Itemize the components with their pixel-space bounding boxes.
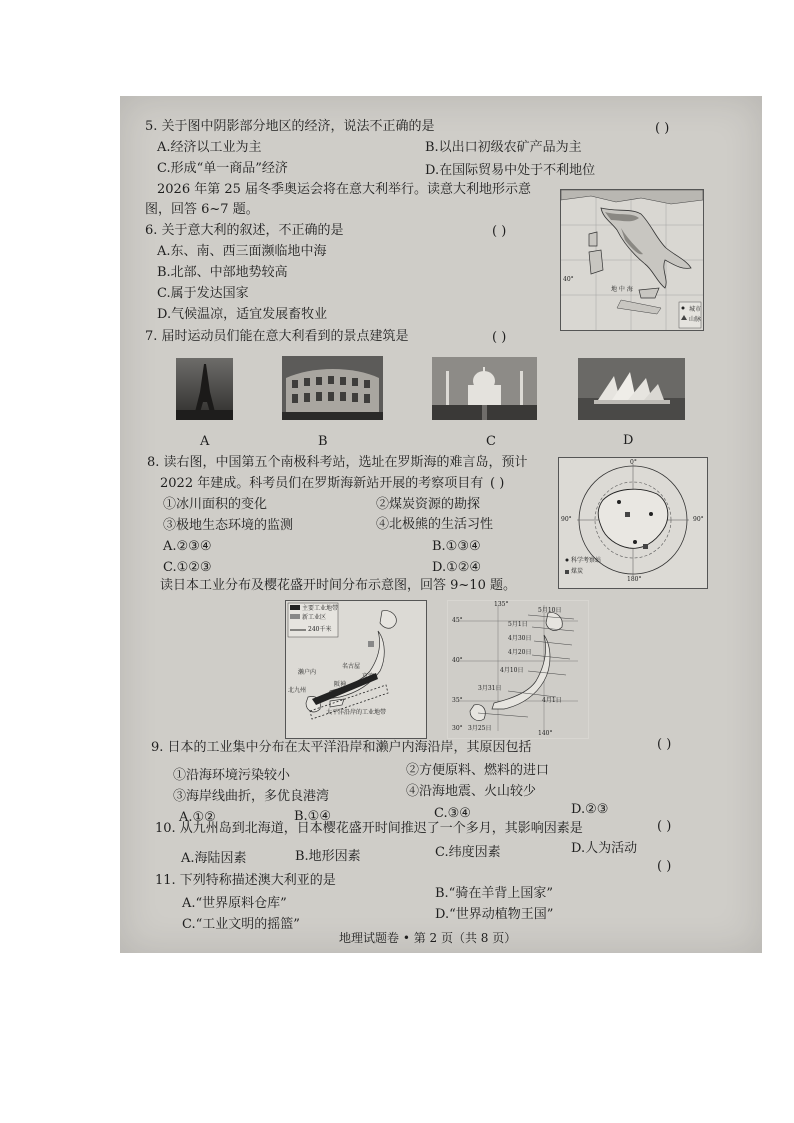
q8-item-4: ④北极熊的生活习性 <box>376 517 494 532</box>
q6-option-b: B.北部、中部地势较高 <box>157 265 288 280</box>
q11-stem: 11. 下列特称描述澳大利亚的是 <box>155 873 336 888</box>
q8-option-a: A.②③④ <box>163 539 212 554</box>
exam-page <box>120 96 762 953</box>
q9-option-d: D.②③ <box>571 802 609 817</box>
q5-answer-paren: ( ) <box>655 121 670 136</box>
photo-label-c: C <box>486 434 496 449</box>
sakura-date-apr30: 4月30日 <box>508 635 532 642</box>
japan-belt-label: 太平洋沿岸的工业地带 <box>326 709 387 716</box>
q8-answer-paren: ( ) <box>490 476 505 491</box>
italy-map-legend-mountain: 山脉 <box>689 316 702 323</box>
sakura-date-mar25: 3月25日 <box>468 725 492 732</box>
sakura-date-mar31: 3月31日 <box>478 685 502 692</box>
japan-industry-map <box>285 600 427 739</box>
q6-answer-paren: ( ) <box>492 224 507 239</box>
japan-place-hanshin: 阪神 <box>334 681 347 688</box>
japan-place-nagoya: 名古屋 <box>342 663 361 670</box>
q9-item-2: ②方便原料、燃料的进口 <box>406 763 550 778</box>
italy-terrain-map <box>560 189 704 331</box>
italy-map-drawing <box>561 190 703 330</box>
sakura-date-may1: 5月1日 <box>508 621 528 628</box>
page-footer: 地理试题卷 • 第 2 页（共 8 页） <box>339 931 517 945</box>
antarctica-deg-right: 90° <box>693 516 704 523</box>
photo-colosseum <box>282 356 383 420</box>
q9-item-1: ①沿海环境污染较小 <box>173 768 291 783</box>
q6-stem: 6. 关于意大利的叙述，不正确的是 <box>145 223 344 238</box>
q9-option-a: A.①② <box>179 810 216 825</box>
japan-legend-main-belt: 主要工业地带 <box>302 605 339 612</box>
q8-option-b: B.①③④ <box>432 539 481 554</box>
q8-stem-line1: 8. 读右图，中国第五个南极科考站，选址在罗斯海的难言岛，预计 <box>147 455 528 470</box>
q8-item-1: ①冰川面积的变化 <box>163 497 268 512</box>
q10-option-c: C.纬度因素 <box>435 845 501 860</box>
q9-answer-paren: ( ) <box>657 737 672 752</box>
photo-label-b: B <box>318 434 328 449</box>
q5-option-a: A.经济以工业为主 <box>157 140 262 155</box>
q8-option-c: C.①②③ <box>163 560 212 575</box>
q9-option-b: B.①④ <box>294 809 331 824</box>
intro-9-10: 读日本工业分布及樱花盛开时间分布示意图，回答 9~10 题。 <box>160 578 516 593</box>
photo-label-d: D <box>623 433 634 448</box>
photo-taj-mahal <box>432 357 537 420</box>
japan-legend-new-zone: 新工业区 <box>302 614 327 621</box>
q7-stem: 7. 届时运动员们能在意大利看到的景点建筑是 <box>145 329 409 344</box>
intro-6-7-line1: 2026 年第 25 届冬季奥运会将在意大利举行。读意大利地形示意 <box>157 182 532 197</box>
sakura-date-apr10: 4月10日 <box>500 667 524 674</box>
q9-stem: 9. 日本的工业集中分布在太平洋沿岸和濑户内海沿岸，其原因包括 <box>151 740 532 755</box>
q6-option-a: A.东、南、西三面濒临地中海 <box>157 244 327 259</box>
sakura-lat-30: 30° <box>452 725 463 732</box>
sakura-lat-35: 35° <box>452 697 463 704</box>
japan-place-kitakyushu: 北九州 <box>288 687 307 694</box>
q11-option-c: C.“工业文明的摇篮” <box>182 917 300 932</box>
q5-option-b: B.以出口初级农矿产品为主 <box>425 140 582 155</box>
q5-option-c: C.形成“单一商品”经济 <box>157 161 288 176</box>
q8-stem-line2: 2022 年建成。科考员们在罗斯海新站开展的考察项目有 <box>160 476 484 491</box>
sakura-date-apr20: 4月20日 <box>508 649 532 656</box>
photo-eiffel-tower <box>176 358 233 420</box>
sakura-lon-140: 140° <box>538 730 553 737</box>
sakura-date-may10: 5月10日 <box>538 607 562 614</box>
antarctica-map <box>558 457 708 589</box>
photo-label-a: A <box>200 434 210 449</box>
sakura-lat-40: 40° <box>452 657 463 664</box>
antarctica-legend-station: 科学考察站 <box>571 557 602 564</box>
sakura-date-apr1: 4月1日 <box>542 697 562 704</box>
photo-sydney-opera-house <box>578 358 685 420</box>
q10-answer-paren: ( ) <box>657 819 672 834</box>
antarctica-deg-top: 0° <box>630 459 637 466</box>
q9-item-4: ④沿海地震、火山较少 <box>406 784 537 799</box>
q5-option-d: D.在国际贸易中处于不利地位 <box>425 163 596 178</box>
q11-option-d: D.“世界动植物王国” <box>435 907 554 922</box>
q6-option-d: D.气候温凉，适宜发展畜牧业 <box>157 307 328 322</box>
antarctica-deg-left: 90° <box>561 516 572 523</box>
q10-option-b: B.地形因素 <box>295 849 361 864</box>
antarctica-legend-coal: 煤炭 <box>571 568 584 575</box>
q8-item-3: ③极地生态环境的监测 <box>163 518 294 533</box>
sakura-lat-45: 45° <box>452 617 463 624</box>
q10-stem: 10. 从九州岛到北海道，日本樱花盛开时间推迟了一个多月，其影响因素是 <box>155 821 583 836</box>
antarctica-deg-bottom: 180° <box>627 576 642 583</box>
italy-map-legend-city: 城市 <box>689 306 702 313</box>
q5-stem: 5. 关于图中阴影部分地区的经济，说法不正确的是 <box>145 119 435 134</box>
italy-map-sea-label: 地 中 海 <box>611 286 633 293</box>
q11-option-b: B.“骑在羊背上国家” <box>435 886 553 901</box>
q7-answer-paren: ( ) <box>492 330 507 345</box>
q10-option-d: D.人为活动 <box>571 841 638 856</box>
q11-option-a: A.“世界原料仓库” <box>182 896 287 911</box>
japan-scale: 240千米 <box>308 626 332 633</box>
japan-place-keihin: 京滨 <box>362 673 375 680</box>
q8-option-d: D.①②④ <box>432 560 482 575</box>
q10-option-a: A.海陆因素 <box>181 851 247 866</box>
sakura-bloom-map <box>447 600 589 739</box>
q6-option-c: C.属于发达国家 <box>157 286 249 301</box>
q11-answer-paren: ( ) <box>657 859 672 874</box>
japan-place-setouchi: 濑户内 <box>298 669 317 676</box>
q9-option-c: C.③④ <box>434 806 471 821</box>
q9-item-3: ③海岸线曲折，多优良港湾 <box>173 789 330 804</box>
italy-map-latitude: 40° <box>563 276 574 283</box>
intro-6-7-line2: 图，回答 6~7 题。 <box>145 202 259 217</box>
sakura-lon-135: 135° <box>494 601 509 608</box>
q8-item-2: ②煤炭资源的勘探 <box>376 497 481 512</box>
